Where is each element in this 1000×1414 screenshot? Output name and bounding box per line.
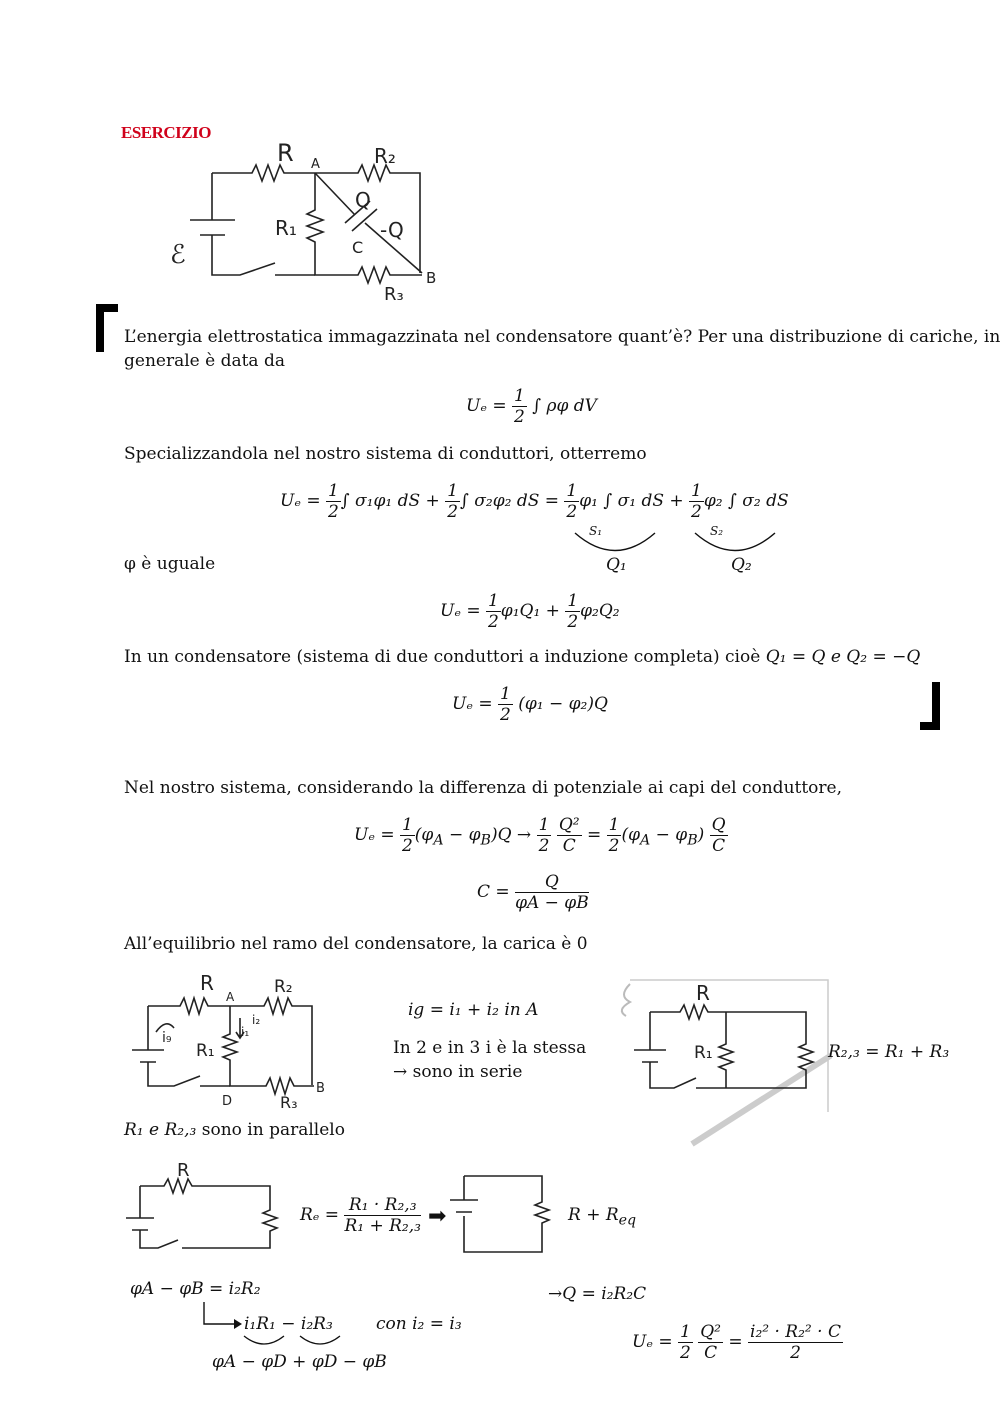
nostro-sistema-text: Nel nostro sistema, considerando la differenza di potenziale ai capi del conduttore, [124,778,843,798]
eq1-rhs: ∫ ρφ dV [532,396,597,416]
fraction-half [512,386,527,427]
parallelo-label: sono in parallelo [201,1120,345,1140]
equation-energy-general [466,386,597,427]
equation-capacitance [477,872,589,913]
condensatore-eq: Q₁ = Q e Q₂ = −Q [765,647,921,667]
req-sub: eq [618,1212,637,1229]
c-den: φA − φB [515,893,589,913]
crop-mark-bottom-right-vertical [932,682,940,730]
label-A: A [226,990,235,1004]
parallelo-text [124,1119,345,1141]
label-R1: R₁ [275,216,297,240]
eq5-lhs: Uₑ = [354,825,395,845]
equation-energy-conductors: Uₑ = $\frac{1}{2}$ ∫ σ₁φ₁ dS + $\frac{1}{2}$ ∫ σ₂φ₂ dS = $\frac{1}{2}$ φ₁ ∫ σ₁ dS + $\frac{1}{2}$ φ₂ ∫ σ₂ dS [280,481,789,522]
frac-den: 2 [513,407,525,427]
intro-text-2: generale è data da [124,351,285,371]
label-q2: Q₂ [731,555,752,575]
serie-text-2: → sono in serie [393,1062,523,1082]
label-i2: i₂ [252,1013,261,1027]
label-R2: R₂ [274,977,293,997]
condensatore-text [124,646,920,668]
page-title: ESERCIZIO [121,123,211,142]
re-den: R₁ + R₂,₃ [344,1216,421,1236]
equation-r-plus-req [568,1205,636,1228]
frac-num: 1 [567,591,579,611]
eq3-lhs: Uₑ = [440,601,481,621]
label-E: ℰ [170,240,186,270]
label-minusQ: -Q [380,218,404,242]
equation-phi-ad: φA − φD + φD − φB [212,1352,387,1372]
frac-den: 2 [499,705,511,725]
circuit-diagram-equivalent [448,1170,558,1260]
frac-num: 1 [401,815,413,835]
frac-num: 1 [566,481,578,501]
underbrace-arcs-bottom [240,1334,350,1354]
label-C: C [352,238,364,257]
label-B: B [426,269,437,287]
frac-num: 1 [538,815,550,835]
crop-mark-top-left-vertical [96,304,104,352]
frac-num: 1 [679,1322,691,1342]
eq2-lhs: Uₑ = [280,491,321,511]
label-ig: i₉ [162,1030,172,1046]
subscript-s1: S₁ [589,524,603,538]
equation-i1r1: i₁R₁ − i₂R₃ [244,1314,333,1334]
eq1-lhs: Uₑ = [466,396,507,416]
equation-con: con i₂ = i₃ [376,1314,462,1334]
label-R3: R₃ [280,1093,298,1112]
r-plus: R + R [568,1205,619,1225]
label-A: A [311,157,320,172]
frac-den: 2 [447,502,459,522]
frac-den: 2 [567,612,579,632]
label-R: R [200,971,214,995]
frac-num: 1 [487,591,499,611]
arrow-right-icon: ➡ [428,1204,447,1229]
circuit-diagram-currents [122,968,347,1116]
label-B: B [316,1081,325,1096]
frac-num: 1 [499,684,511,704]
re-num: R₁ · R₂,₃ [344,1195,421,1216]
c-lhs: C = [477,882,510,902]
equation-energy-potential: Uₑ = $\frac{1}{2}$ $(\varphi_A - \varphi_B)Q$ → $\frac{1}{2}$ $\frac{\text{Q²}}{C}$ = $\frac{1}{2}$ $(\varphi_A - \varphi_B)$ $\frac{Q}{C}$ [354,815,726,856]
underbrace-arcs [570,528,790,558]
equation-energy-capacitor [452,684,608,725]
phi-equal-text: φ è uguale [124,554,216,574]
equation-q-result: →Q = i₂R₂C [548,1284,647,1304]
equation-node-a: ig = i₁ + i₂ in A [408,1000,539,1020]
parallelo-symbols: R₁ e R₂,₃ [124,1120,197,1140]
circuit-diagram-main [160,135,460,305]
frac-den: 2 [401,836,413,856]
final-lhs: Uₑ = [632,1332,673,1352]
label-R3: R₃ [384,284,404,305]
equation-r23: R₂,₃ = R₁ + R₃ [828,1042,950,1062]
frac-den: 2 [679,1343,691,1363]
label-R: R [277,139,294,167]
frac-den: 2 [790,1343,801,1363]
frac-den: 2 [538,836,550,856]
c-num: Q [515,872,589,893]
frac-den: 2 [608,836,620,856]
equation-re [300,1195,421,1236]
frac-den: 2 [566,502,578,522]
intro-text: L’energia elettrostatica immagazzinata nel condensatore quant’è? Per una distribuzione di cariche, in [124,327,1000,347]
label-q1: Q₁ [606,555,627,575]
frac-den: 2 [327,502,339,522]
re-lhs: Rₑ = [300,1205,340,1225]
frac-num: 1 [513,386,525,406]
frac-num: 1 [327,481,339,501]
label-R1: R₁ [196,1041,215,1061]
eq4-rhs: (φ₁ − φ₂)Q [518,694,608,714]
label-R2: R₂ [374,144,396,168]
equation-energy-final: Uₑ = $\frac{1}{2}$ $\frac{\text{Q²}}{C}$ = $\frac{\text{i₂² · R₂² · C}}{2}$ [632,1322,841,1363]
frac-den: 2 [691,502,702,522]
label-R1: R₁ [694,1043,713,1063]
label-Q: Q [355,188,371,212]
equation-energy-charges: Uₑ = $\frac{1}{2}$ φ₁Q₁ + $\frac{1}{2}$ φ₂Q₂ [440,591,620,632]
label-R: R [696,981,710,1005]
label-i1: i₁ [241,1025,250,1039]
bracket-arrow [198,1300,248,1330]
circuit-diagram-parallel [612,962,832,1152]
frac-num: 1 [691,481,702,501]
equilibrio-text: All’equilibrio nel ramo del condensatore, la carica è 0 [124,934,588,954]
frac-num: 1 [608,815,620,835]
circuit-diagram-reduced [122,1160,282,1255]
eq4-lhs: Uₑ = [452,694,493,714]
subscript-s2: S₂ [710,524,724,538]
label-D: D [222,1094,233,1109]
frac-num: 1 [447,481,459,501]
serie-text-1: In 2 e in 3 i è la stessa [393,1038,587,1058]
equation-phi-ab: φA − φB = i₂R₂ [130,1279,261,1299]
frac-den: 2 [487,612,499,632]
condensatore-label: In un condensatore (sistema di due conduttori a induzione completa) cioè [124,647,761,667]
specialize-text: Specializzandola nel nostro sistema di conduttori, otterremo [124,444,647,464]
label-R: R [177,1160,190,1181]
